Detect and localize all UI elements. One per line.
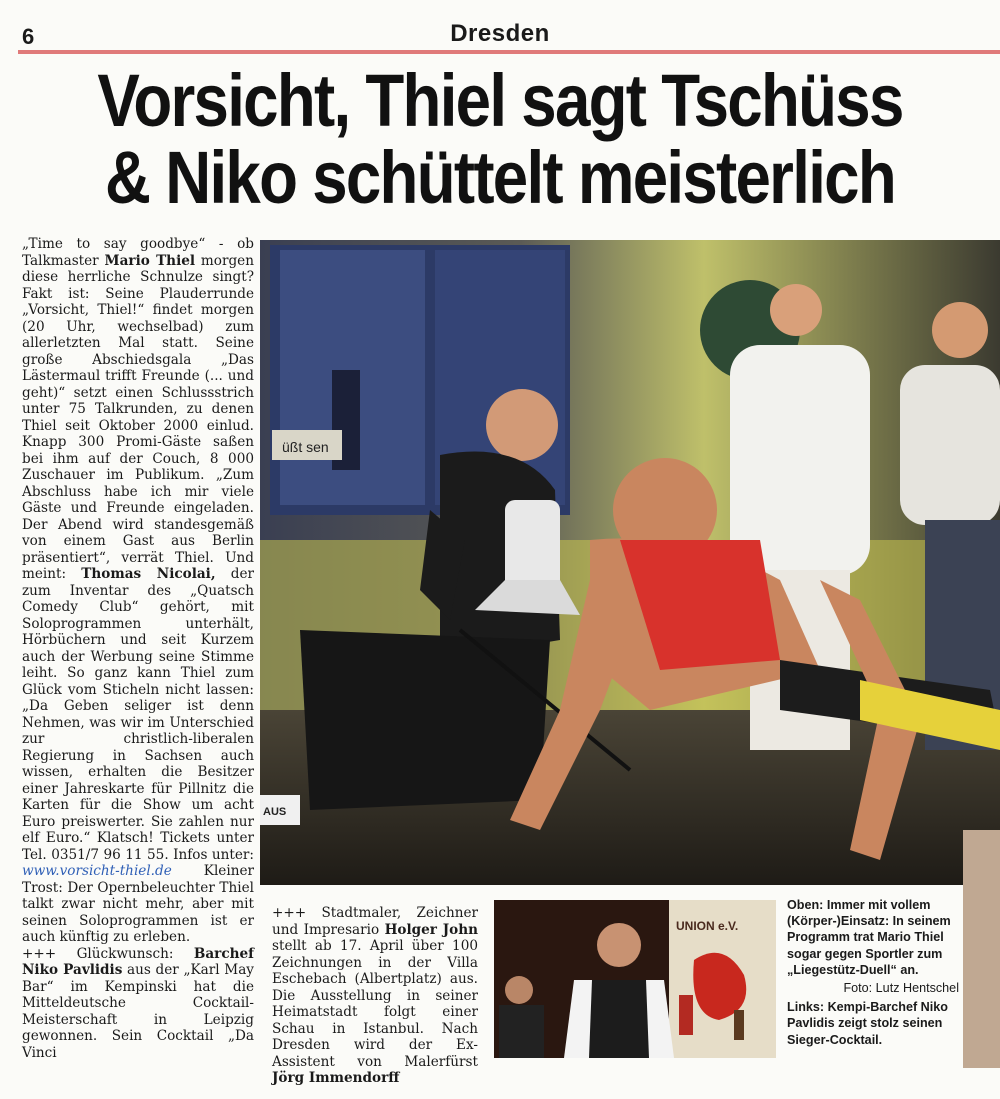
bar-sign-text: UNION e.V. [676, 919, 739, 933]
window-sign-text: üßt sen [282, 439, 329, 455]
bar-photo [494, 900, 776, 1058]
shoe-text: AUS [263, 806, 287, 818]
article-column-2 [272, 905, 478, 1087]
adjacent-photo-strip [963, 830, 1000, 1068]
lede-paragraph: „Time to say goodbye“ - ob Talkmaster Mario Thiel morgen diese herrliche Schnulze singt? Fakt ist: Seine Plauderrunde „Vorsicht, Thiel!“ findet morgen (20 Uhr, wechselbad) zum allerletzten Mal statt. Seine große Abschiedsgala „Das Lästermaul trifft Freunde (... und geht)“ setzt einen Schlussstrich unter 75 Talkrunden, zu denen Thiel seit Oktober 2000 einlud. Knapp 300 Promi-Gäste saßen bei ihm auf der Couch, 8 000 Zuschauer im Publikum. „Zum Abschluss habe ich mir viele Gäste und Freunde eingeladen. Der Abend wird standesgemäß von einem Gast aus Berlin präsentiert“, verrät Thiel. Und meint: Thomas Nicolai, der zum Inventar des „Quatsch Comedy Club“ gehört, mit Soloprogrammen unterhält, Hörbüchern und seit Kurzem auch der Werbung seine Stimme leiht. So ganz kann Thiel zum Glück vom Sticheln nicht lassen: „Da Geben seliger ist denn Nehmen, was wir im Unterschied zur christlich-liberalen Regierung in Sachsen auch wissen, erhalten die Besitzer einer Jahreskarte für Pillnitz die Karten für die Show um acht Euro preiswerter. Sie zahlen nur elf Euro.“ Klatsch! Tickets unter Tel. 0351/7 96 11 55. Infos unter: www.vorsicht-thiel.de Kleiner Trost: Der Opernbeleuchter Thiel talkt zwar nicht mehr, aber mit seinen Soloprogrammen ist er auch künftig zu erleben. [22, 236, 254, 945]
main-photo [260, 240, 1000, 885]
barchef-illustration [494, 900, 776, 1058]
headline-line-1: Vorsicht, Thiel sagt Tschüss [97, 59, 903, 142]
photo-caption [787, 897, 959, 1048]
section-title: Dresden [450, 20, 550, 47]
headline-line-2: & Niko schüttelt meisterlich [105, 136, 895, 219]
article-column-1 [22, 236, 254, 1061]
caption-bottom: Links: Kempi-Barchef Niko Pavlidis zeigt stolz seinen Sieger-Cocktail. [787, 1000, 948, 1047]
pushup-duel-illustration [260, 240, 1000, 885]
page-number: 6 [22, 24, 35, 49]
brief-pavlidis: +++ Glückwunsch: Barchef Niko Pavlidis aus der „Karl May Bar“ im Kempinski hat die Mitteldeutsche Cocktail-Meisterschaft in Leipzig gewonnen. Sein Cocktail „Da Vinci [22, 945, 254, 1061]
caption-top: Oben: Immer mit vollem (Körper-)Einsatz: In seinem Programm trat Mario Thiel sogar gegen Sportler zum „Liegestütz-Duell“ an. [787, 898, 951, 977]
headline [70, 59, 930, 219]
photo-credit: Foto: Lutz Hentschel [843, 981, 959, 996]
brief-holger-john: +++ Stadtmaler, Zeichner und Impresario Holger John stellt ab 17. April über 100 Zeichnungen in der Villa Eschebach (Albertplatz) aus. Die Ausstellung in seiner Heimatstadt folgt einer Schau in Istanbul. Nach Dresden wird der Ex-Assistent von Malerfürst Jörg Immendorff [272, 905, 478, 1086]
website-link[interactable]: www.vorsicht-thiel.de [22, 863, 172, 879]
header-rule [18, 50, 1000, 54]
